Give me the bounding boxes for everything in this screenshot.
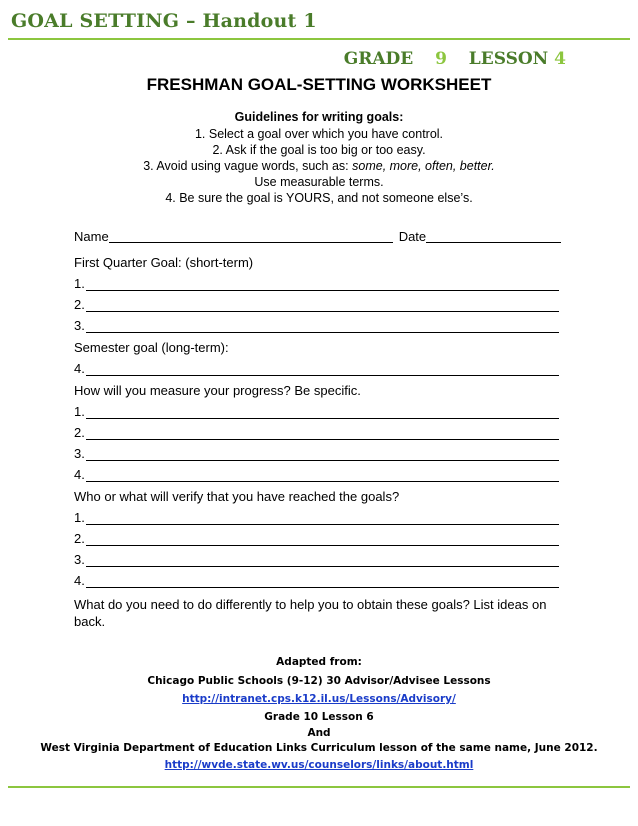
measure-progress-label: How will you measure your progress? Be specific. [74,383,361,398]
line-number: 4. [74,361,85,376]
line-number: 3. [74,552,85,567]
write-line[interactable] [86,533,559,546]
source-link-1[interactable] [0,693,638,705]
line-number: 4. [74,467,85,482]
line-number: 1. [74,276,85,291]
line-number: 3. [74,446,85,461]
line-number: 2. [74,531,85,546]
guideline-4: 4. Be sure the goal is YOURS, and not someone else’s. [165,191,473,205]
write-line[interactable] [86,278,559,291]
write-line[interactable] [86,299,559,312]
q1-goal-line-1[interactable] [74,276,559,291]
line-number: 4. [74,573,85,588]
write-line[interactable] [86,512,559,525]
write-line[interactable] [86,406,559,419]
guideline-1: 1. Select a goal over which you have control. [194,127,444,141]
line-number: 3. [74,318,85,333]
grade-lesson-label [344,49,566,69]
differently-question-line-1: What do you need to do differently to help you to obtain these goals? List ideas on [74,597,547,612]
wvde-link[interactable]: http://wvde.state.wv.us/counselors/links/about.html [164,759,474,771]
line-number: 1. [74,404,85,419]
guideline-3-measurable: Use measurable terms. [254,175,384,189]
source-link-2[interactable] [0,759,638,771]
footer-rule [8,786,630,788]
verify-line-4[interactable] [74,573,559,588]
source-west-virginia: West Virginia Department of Education Links Curriculum lesson of the same name, June 2012. [40,742,598,754]
line-number: 2. [74,425,85,440]
and-text: And [307,727,331,739]
verify-line-1[interactable] [74,510,559,525]
guideline-3 [0,159,638,173]
guideline-3-text: 3. Avoid using vague words, such as: [143,159,353,173]
guidelines-heading: Guidelines for writing goals: [234,110,404,124]
header-rule [8,38,630,40]
name-date-row [74,229,561,244]
name-label: Name [74,229,109,244]
write-line[interactable] [86,448,559,461]
adapted-from: Adapted from: [276,656,362,668]
write-line[interactable] [86,469,559,482]
write-line[interactable] [86,427,559,440]
handout-title: GOAL SETTING – Handout 1 [11,10,317,32]
chicago-link[interactable]: http://intranet.cps.k12.il.us/Lessons/Advisory/ [182,693,456,705]
verify-goals-label: Who or what will verify that you have reached the goals? [74,489,400,504]
write-line[interactable] [86,554,559,567]
line-number: 1. [74,510,85,525]
measure-line-2[interactable] [74,425,559,440]
date-field[interactable] [426,229,561,243]
first-quarter-label: First Quarter Goal: (short-term) [74,255,254,270]
differently-question-line-2: back. [74,614,106,629]
date-label: Date [398,229,427,244]
verify-line-3[interactable] [74,552,559,567]
grade-number: 9 [435,49,447,69]
q1-goal-line-3[interactable] [74,318,559,333]
lesson-word: LESSON [468,49,549,69]
semester-goal-label: Semester goal (long-term): [74,340,229,355]
write-line[interactable] [86,363,559,376]
measure-line-3[interactable] [74,446,559,461]
line-number: 2. [74,297,85,312]
verify-line-2[interactable] [74,531,559,546]
grade-word: GRADE [343,49,414,69]
name-field[interactable] [109,229,393,243]
measure-line-1[interactable] [74,404,559,419]
grade-lesson-source: Grade 10 Lesson 6 [264,711,374,723]
guideline-3-vague-words: some, more, often, better. [352,159,495,173]
semester-goal-line-4[interactable] [74,361,559,376]
measure-line-4[interactable] [74,467,559,482]
write-line[interactable] [86,575,559,588]
guideline-2: 2. Ask if the goal is too big or too easy. [212,143,426,157]
lesson-number: 4 [554,49,566,69]
worksheet-title: FRESHMAN GOAL-SETTING WORKSHEET [146,75,492,94]
q1-goal-line-2[interactable] [74,297,559,312]
source-chicago: Chicago Public Schools (9-12) 30 Advisor/Advisee Lessons [147,675,491,687]
write-line[interactable] [86,320,559,333]
